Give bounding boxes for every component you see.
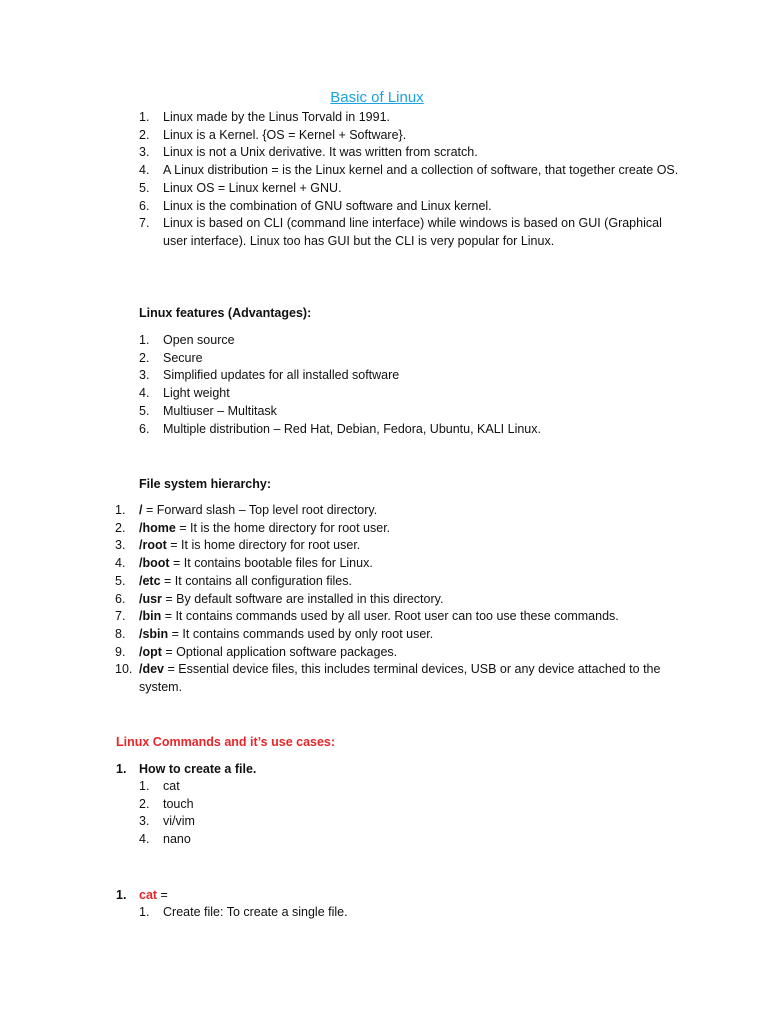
list-item: 4. A Linux distribution = is the Linux kernel and a collection of software, that together create OS. [139,163,679,178]
list-item: 5. /etc = It contains all configuration files. [115,573,352,588]
cat-command-list [139,904,679,922]
list-item: 1. cat [139,779,180,793]
create-file-item: 1. How to create a file. [116,762,257,776]
commands-heading: Linux Commands and it’s use cases: [116,735,336,749]
list-item: 3. vi/vim [139,814,195,829]
list-item: 2. Linux is a Kernel. {OS = Kernel + Software}. [139,127,407,142]
list-item: 6. Linux is the combination of GNU software and Linux kernel. [139,198,492,213]
list-item: 4. nano [139,832,191,847]
list-item: 1. Linux made by the Linus Torvald in 1991. [139,110,391,124]
list-item: 3. Simplified updates for all installed software [139,368,400,383]
list-item: 1. Create file: To create a single file. [139,905,348,919]
list-item: 6. Multiple distribution – Red Hat, Debian, Fedora, Ubuntu, KALI Linux. [139,421,541,436]
list-item: 3. /root = It is home directory for root user. [115,538,361,553]
page-title: Basic of Linux [330,89,424,106]
list-item: 1. Open source [139,333,235,347]
list-item: 4. Light weight [139,386,230,401]
filesystem-list [115,502,679,697]
features-list [139,332,679,438]
list-item: 5. Multiuser – Multitask [139,403,277,418]
list-item: 9. /opt = Optional application software packages. [115,644,398,659]
features-heading: Linux features (Advantages): [139,306,312,320]
list-item: 2. touch [139,796,194,811]
list-item: 1. / = Forward slash – Top level root directory. [115,503,378,517]
list-item: 7. /bin = It contains commands used by all user. Root user can too use these commands. [115,609,619,624]
intro-list [139,109,679,251]
list-item: 10. /dev = Essential device files, this includes terminal devices, USB or any device attached to the system. [115,662,661,695]
cat-command-item: 1. cat = [116,888,168,902]
list-item: 2. /home = It is the home directory for root user. [115,520,391,535]
list-item: 7. Linux is based on CLI (command line interface) while windows is based on GUI (Graphical user interface). Linux too has GUI but the CLI is very popular for Linux. [139,216,662,248]
list-item: 4. /boot = It contains bootable files for Linux. [115,556,373,571]
list-item: 5. Linux OS = Linux kernel + GNU. [139,180,342,195]
filesystem-heading: File system hierarchy: [139,477,272,491]
list-item: 2. Secure [139,350,203,365]
create-file-list [139,778,679,849]
list-item: 6. /usr = By default software are installed in this directory. [115,591,444,606]
list-item: 8. /sbin = It contains commands used by only root user. [115,626,434,641]
list-item: 3. Linux is not a Unix derivative. It was written from scratch. [139,145,478,160]
